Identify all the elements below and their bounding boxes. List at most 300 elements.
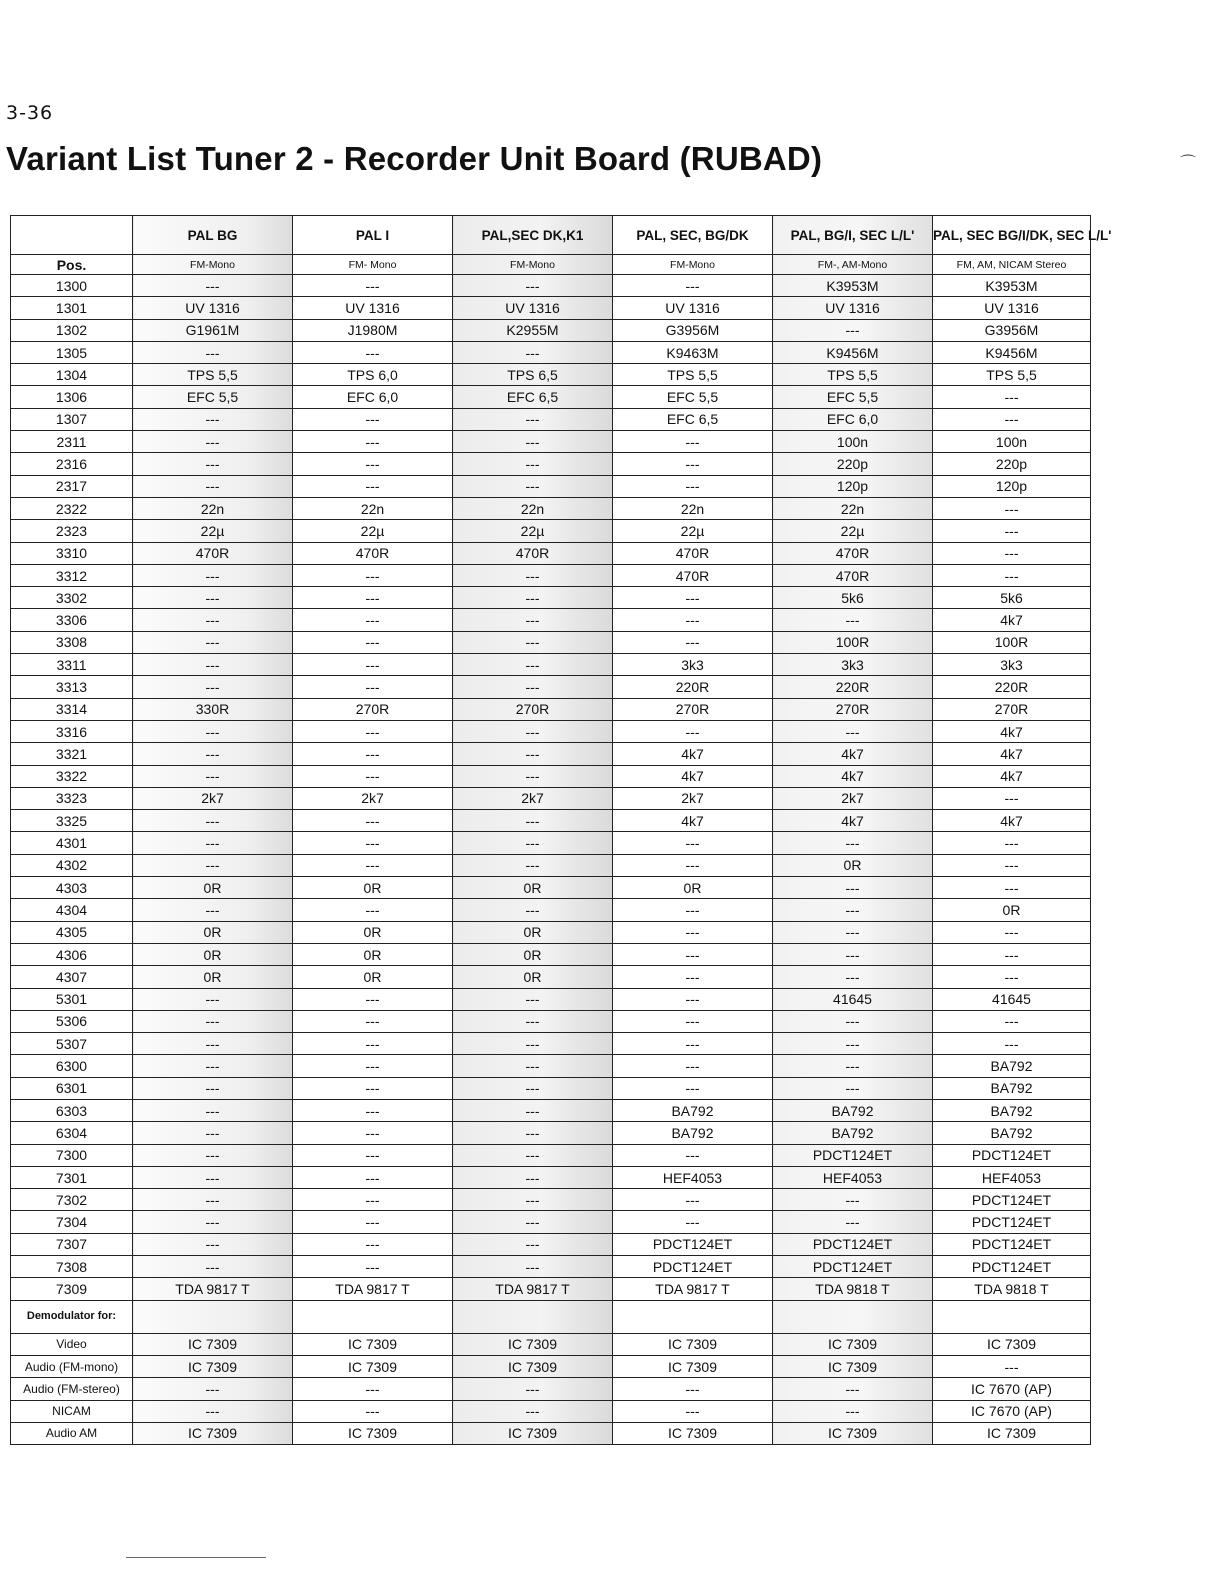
value-cell: ---: [453, 1077, 613, 1099]
variant-sound-header: FM-, AM-Mono: [773, 255, 933, 275]
value-cell: ---: [933, 1010, 1091, 1032]
value-cell: ---: [453, 341, 613, 363]
table-row: [11, 609, 1091, 631]
pos-cell: 3311: [11, 654, 133, 676]
pos-cell: 1302: [11, 319, 133, 341]
table-body: [11, 275, 1091, 1445]
variant-name-header: PAL I: [293, 216, 453, 255]
value-cell: ---: [453, 765, 613, 787]
value-cell: TDA 9817 T: [133, 1278, 293, 1300]
table-row: [11, 943, 1091, 965]
table-row: [11, 631, 1091, 653]
value-cell: 4k7: [933, 810, 1091, 832]
demodulator-row: [11, 1333, 1091, 1355]
table-row: [11, 364, 1091, 386]
pos-cell: 7302: [11, 1189, 133, 1211]
value-cell: TPS 5,5: [933, 364, 1091, 386]
value-cell: ---: [933, 832, 1091, 854]
value-cell: 4k7: [933, 720, 1091, 742]
value-cell: ---: [133, 1211, 293, 1233]
demodulator-row: [11, 1355, 1091, 1377]
value-cell: PDCT124ET: [613, 1233, 773, 1255]
value-cell: 0R: [773, 854, 933, 876]
value-cell: 4k7: [773, 743, 933, 765]
value-cell: 0R: [133, 877, 293, 899]
pos-cell: 4306: [11, 943, 133, 965]
value-cell: IC 7670 (AP): [933, 1400, 1091, 1422]
value-cell: ---: [933, 1033, 1091, 1055]
value-cell: ---: [613, 1033, 773, 1055]
value-cell: UV 1316: [293, 297, 453, 319]
value-cell: K9456M: [933, 341, 1091, 363]
value-cell: ---: [613, 1189, 773, 1211]
value-cell: ---: [933, 386, 1091, 408]
pos-cell: Audio AM: [11, 1422, 133, 1444]
value-cell: IC 7309: [773, 1333, 933, 1355]
value-cell: TPS 6,5: [453, 364, 613, 386]
pos-cell: 3312: [11, 564, 133, 586]
value-cell: 470R: [293, 542, 453, 564]
value-cell: ---: [933, 1355, 1091, 1377]
value-cell: 0R: [933, 899, 1091, 921]
value-cell: IC 7309: [933, 1333, 1091, 1355]
value-cell: EFC 6,0: [773, 408, 933, 430]
table-row: [11, 1033, 1091, 1055]
value-cell: 22n: [613, 497, 773, 519]
value-cell: 330R: [133, 698, 293, 720]
value-cell: 0R: [293, 966, 453, 988]
table-row: [11, 1189, 1091, 1211]
value-cell: ---: [453, 1233, 613, 1255]
value-cell: 120p: [933, 475, 1091, 497]
variant-table: [10, 215, 1112, 1445]
value-cell: TPS 5,5: [773, 364, 933, 386]
pos-cell: 5306: [11, 1010, 133, 1032]
table-row: [11, 564, 1091, 586]
value-cell: ---: [293, 431, 453, 453]
value-cell: ---: [933, 921, 1091, 943]
pos-cell: 3321: [11, 743, 133, 765]
value-cell: ---: [293, 810, 453, 832]
value-cell: IC 7309: [453, 1333, 613, 1355]
value-cell: BA792: [933, 1122, 1091, 1144]
value-cell: 100n: [773, 431, 933, 453]
value-cell: ---: [613, 1144, 773, 1166]
pos-cell: 2317: [11, 475, 133, 497]
value-cell: 100R: [933, 631, 1091, 653]
value-cell: ---: [133, 341, 293, 363]
value-cell: ---: [453, 631, 613, 653]
sound-header-row: [11, 255, 1091, 275]
demodulator-row: [11, 1422, 1091, 1444]
value-cell: ---: [293, 564, 453, 586]
table-row: [11, 720, 1091, 742]
pos-cell: 4303: [11, 877, 133, 899]
value-cell: 220R: [773, 676, 933, 698]
value-cell: TDA 9817 T: [293, 1278, 453, 1300]
value-cell: 22µ: [453, 520, 613, 542]
value-cell: IC 7670 (AP): [933, 1378, 1091, 1400]
value-cell: 5k6: [773, 587, 933, 609]
value-cell: ---: [773, 1378, 933, 1400]
pos-cell: 3313: [11, 676, 133, 698]
table-row: [11, 1077, 1091, 1099]
value-cell: ---: [133, 609, 293, 631]
variant-name-header: PAL,SEC DK,K1: [453, 216, 613, 255]
variant-sound-header: FM, AM, NICAM Stereo: [933, 255, 1091, 275]
pos-cell: 2311: [11, 431, 133, 453]
pos-cell: 4301: [11, 832, 133, 854]
value-cell: ---: [933, 408, 1091, 430]
variant-name-header: PAL, BG/I, SEC L/L': [773, 216, 933, 255]
value-cell: ---: [293, 1033, 453, 1055]
value-cell: G3956M: [613, 319, 773, 341]
variant-sound-header: FM- Mono: [293, 255, 453, 275]
value-cell: 0R: [293, 943, 453, 965]
value-cell: ---: [453, 431, 613, 453]
empty-cell: [453, 1300, 613, 1333]
value-cell: ---: [613, 453, 773, 475]
table-row: [11, 1144, 1091, 1166]
value-cell: ---: [293, 988, 453, 1010]
pos-cell: 5307: [11, 1033, 133, 1055]
value-cell: BA792: [613, 1122, 773, 1144]
value-cell: 22n: [453, 497, 613, 519]
value-cell: ---: [613, 966, 773, 988]
value-cell: ---: [453, 1010, 613, 1032]
pos-cell: 3322: [11, 765, 133, 787]
value-cell: ---: [453, 1400, 613, 1422]
value-cell: IC 7309: [773, 1355, 933, 1377]
value-cell: 22µ: [773, 520, 933, 542]
empty-cell: [293, 1300, 453, 1333]
value-cell: ---: [453, 587, 613, 609]
value-cell: ---: [613, 1378, 773, 1400]
value-cell: ---: [933, 787, 1091, 809]
variant-sound-header: FM-Mono: [133, 255, 293, 275]
value-cell: 41645: [933, 988, 1091, 1010]
table-row: [11, 1010, 1091, 1032]
value-cell: ---: [293, 587, 453, 609]
value-cell: 470R: [133, 542, 293, 564]
pos-cell: 7308: [11, 1256, 133, 1278]
table-row: [11, 1099, 1091, 1121]
value-cell: 22µ: [293, 520, 453, 542]
value-cell: 2k7: [453, 787, 613, 809]
value-cell: ---: [453, 899, 613, 921]
value-cell: ---: [133, 1166, 293, 1188]
value-cell: ---: [453, 988, 613, 1010]
table-row: [11, 297, 1091, 319]
value-cell: ---: [773, 319, 933, 341]
value-cell: ---: [613, 832, 773, 854]
variant-name-header: PAL, SEC, BG/DK: [613, 216, 773, 255]
value-cell: ---: [133, 1189, 293, 1211]
pos-cell: 3310: [11, 542, 133, 564]
value-cell: 0R: [453, 877, 613, 899]
variant-name-header: PAL, SEC BG/I/DK, SEC L/L': [933, 216, 1091, 255]
value-cell: ---: [453, 1189, 613, 1211]
table-row: [11, 832, 1091, 854]
value-cell: EFC 5,5: [773, 386, 933, 408]
value-cell: ---: [133, 587, 293, 609]
value-cell: ---: [453, 564, 613, 586]
value-cell: IC 7309: [613, 1422, 773, 1444]
value-cell: K9463M: [613, 341, 773, 363]
value-cell: IC 7309: [453, 1422, 613, 1444]
value-cell: TDA 9817 T: [453, 1278, 613, 1300]
value-cell: ---: [293, 743, 453, 765]
table-row: [11, 877, 1091, 899]
value-cell: ---: [453, 1055, 613, 1077]
value-cell: ---: [293, 408, 453, 430]
value-cell: ---: [133, 654, 293, 676]
value-cell: ---: [613, 1055, 773, 1077]
value-cell: ---: [613, 609, 773, 631]
value-cell: ---: [773, 899, 933, 921]
value-cell: ---: [133, 1233, 293, 1255]
value-cell: ---: [293, 1144, 453, 1166]
value-cell: ---: [133, 1010, 293, 1032]
value-cell: EFC 6,0: [293, 386, 453, 408]
value-cell: 470R: [613, 542, 773, 564]
value-cell: ---: [773, 1033, 933, 1055]
pos-cell: 2322: [11, 497, 133, 519]
value-cell: ---: [613, 854, 773, 876]
value-cell: ---: [773, 1211, 933, 1233]
value-cell: 2k7: [613, 787, 773, 809]
value-cell: 0R: [453, 943, 613, 965]
table-row: [11, 431, 1091, 453]
pos-header: Pos.: [11, 255, 133, 275]
value-cell: 0R: [293, 921, 453, 943]
value-cell: 270R: [293, 698, 453, 720]
pos-cell: 1307: [11, 408, 133, 430]
table-row: [11, 988, 1091, 1010]
value-cell: ---: [453, 1122, 613, 1144]
pos-cell: 4305: [11, 921, 133, 943]
value-cell: ---: [773, 609, 933, 631]
value-cell: 22n: [773, 497, 933, 519]
table-row: [11, 453, 1091, 475]
value-cell: 0R: [453, 966, 613, 988]
pos-cell: 4307: [11, 966, 133, 988]
pos-cell: 7304: [11, 1211, 133, 1233]
margin-mark-decoration: ⌒: [1180, 155, 1197, 172]
value-cell: 4k7: [773, 765, 933, 787]
pos-cell: 3316: [11, 720, 133, 742]
pos-cell: 6304: [11, 1122, 133, 1144]
value-cell: 4k7: [933, 609, 1091, 631]
value-cell: EFC 6,5: [453, 386, 613, 408]
value-cell: IC 7309: [453, 1355, 613, 1377]
table-row: [11, 1233, 1091, 1255]
value-cell: PDCT124ET: [933, 1233, 1091, 1255]
value-cell: PDCT124ET: [613, 1256, 773, 1278]
table-row: [11, 520, 1091, 542]
value-cell: ---: [613, 1010, 773, 1032]
value-cell: 0R: [453, 921, 613, 943]
value-cell: G3956M: [933, 319, 1091, 341]
value-cell: ---: [133, 676, 293, 698]
value-cell: ---: [133, 1055, 293, 1077]
value-cell: TDA 9818 T: [773, 1278, 933, 1300]
value-cell: ---: [293, 720, 453, 742]
value-cell: UV 1316: [133, 297, 293, 319]
value-cell: G1961M: [133, 319, 293, 341]
pos-cell: 1300: [11, 275, 133, 297]
variant-sound-header: FM-Mono: [613, 255, 773, 275]
value-cell: BA792: [933, 1055, 1091, 1077]
value-cell: K2955M: [453, 319, 613, 341]
value-cell: PDCT124ET: [933, 1256, 1091, 1278]
value-cell: ---: [293, 1099, 453, 1121]
value-cell: ---: [613, 1077, 773, 1099]
value-cell: J1980M: [293, 319, 453, 341]
value-cell: ---: [293, 1256, 453, 1278]
pos-cell: 2316: [11, 453, 133, 475]
value-cell: TPS 6,0: [293, 364, 453, 386]
value-cell: HEF4053: [613, 1166, 773, 1188]
value-cell: ---: [613, 587, 773, 609]
value-cell: 0R: [133, 921, 293, 943]
value-cell: ---: [293, 1211, 453, 1233]
pos-cell: 3314: [11, 698, 133, 720]
pos-cell: 7301: [11, 1166, 133, 1188]
corner-cell: [11, 216, 133, 255]
table-row: [11, 787, 1091, 809]
value-cell: ---: [773, 720, 933, 742]
value-cell: ---: [453, 832, 613, 854]
value-cell: ---: [933, 520, 1091, 542]
value-cell: K9456M: [773, 341, 933, 363]
value-cell: ---: [133, 810, 293, 832]
pos-cell: 2323: [11, 520, 133, 542]
value-cell: PDCT124ET: [773, 1144, 933, 1166]
value-cell: 0R: [133, 943, 293, 965]
value-cell: ---: [133, 1256, 293, 1278]
value-cell: ---: [773, 832, 933, 854]
value-cell: 4k7: [773, 810, 933, 832]
pos-cell: 3323: [11, 787, 133, 809]
value-cell: ---: [773, 1400, 933, 1422]
value-cell: 4k7: [933, 743, 1091, 765]
value-cell: ---: [293, 1233, 453, 1255]
value-cell: ---: [773, 877, 933, 899]
value-cell: ---: [613, 899, 773, 921]
pos-cell: NICAM: [11, 1400, 133, 1422]
value-cell: ---: [133, 854, 293, 876]
table-row: [11, 765, 1091, 787]
value-cell: ---: [133, 1400, 293, 1422]
value-cell: 220R: [613, 676, 773, 698]
table-row: [11, 1256, 1091, 1278]
value-cell: PDCT124ET: [773, 1233, 933, 1255]
pos-cell: 7307: [11, 1233, 133, 1255]
value-cell: ---: [933, 497, 1091, 519]
value-cell: ---: [293, 832, 453, 854]
value-cell: TPS 5,5: [613, 364, 773, 386]
value-cell: UV 1316: [933, 297, 1091, 319]
table-row: [11, 1211, 1091, 1233]
value-cell: ---: [133, 431, 293, 453]
value-cell: ---: [293, 475, 453, 497]
value-cell: 22n: [293, 497, 453, 519]
value-cell: ---: [453, 676, 613, 698]
value-cell: 2k7: [773, 787, 933, 809]
value-cell: 270R: [613, 698, 773, 720]
value-cell: ---: [453, 1211, 613, 1233]
table-row: [11, 698, 1091, 720]
value-cell: 470R: [773, 542, 933, 564]
value-cell: ---: [293, 1400, 453, 1422]
page-number: 3-36: [6, 102, 54, 124]
value-cell: ---: [133, 275, 293, 297]
pos-cell: 3306: [11, 609, 133, 631]
table-row: [11, 966, 1091, 988]
value-cell: 100R: [773, 631, 933, 653]
value-cell: ---: [133, 1099, 293, 1121]
value-cell: IC 7309: [133, 1333, 293, 1355]
value-cell: EFC 5,5: [133, 386, 293, 408]
pos-cell: 1306: [11, 386, 133, 408]
value-cell: 4k7: [613, 765, 773, 787]
value-cell: IC 7309: [613, 1355, 773, 1377]
value-cell: UV 1316: [613, 297, 773, 319]
value-cell: ---: [293, 1378, 453, 1400]
value-cell: 4k7: [933, 765, 1091, 787]
value-cell: ---: [773, 1189, 933, 1211]
value-cell: ---: [453, 1166, 613, 1188]
value-cell: IC 7309: [293, 1333, 453, 1355]
value-cell: ---: [133, 899, 293, 921]
value-cell: 0R: [293, 877, 453, 899]
value-cell: 4k7: [613, 743, 773, 765]
value-cell: ---: [933, 966, 1091, 988]
value-cell: ---: [613, 943, 773, 965]
pos-cell: 3308: [11, 631, 133, 653]
value-cell: 2k7: [293, 787, 453, 809]
pos-cell: Video: [11, 1333, 133, 1355]
value-cell: ---: [133, 564, 293, 586]
value-cell: ---: [133, 1144, 293, 1166]
value-cell: ---: [133, 988, 293, 1010]
value-cell: ---: [293, 654, 453, 676]
value-cell: 270R: [933, 698, 1091, 720]
empty-cell: [133, 1300, 293, 1333]
value-cell: ---: [133, 720, 293, 742]
table-row: [11, 475, 1091, 497]
value-cell: 220R: [933, 676, 1091, 698]
value-cell: ---: [613, 1400, 773, 1422]
table-row: [11, 587, 1091, 609]
value-cell: ---: [453, 453, 613, 475]
value-cell: 220p: [773, 453, 933, 475]
value-cell: ---: [453, 1033, 613, 1055]
value-cell: IC 7309: [293, 1422, 453, 1444]
value-cell: ---: [293, 275, 453, 297]
table-row: [11, 743, 1091, 765]
variant-name-header: PAL BG: [133, 216, 293, 255]
value-cell: ---: [773, 921, 933, 943]
table-row: [11, 854, 1091, 876]
pos-cell: 4304: [11, 899, 133, 921]
value-cell: ---: [293, 676, 453, 698]
table-row: [11, 899, 1091, 921]
value-cell: ---: [453, 475, 613, 497]
value-cell: ---: [133, 832, 293, 854]
table-row: [11, 1122, 1091, 1144]
